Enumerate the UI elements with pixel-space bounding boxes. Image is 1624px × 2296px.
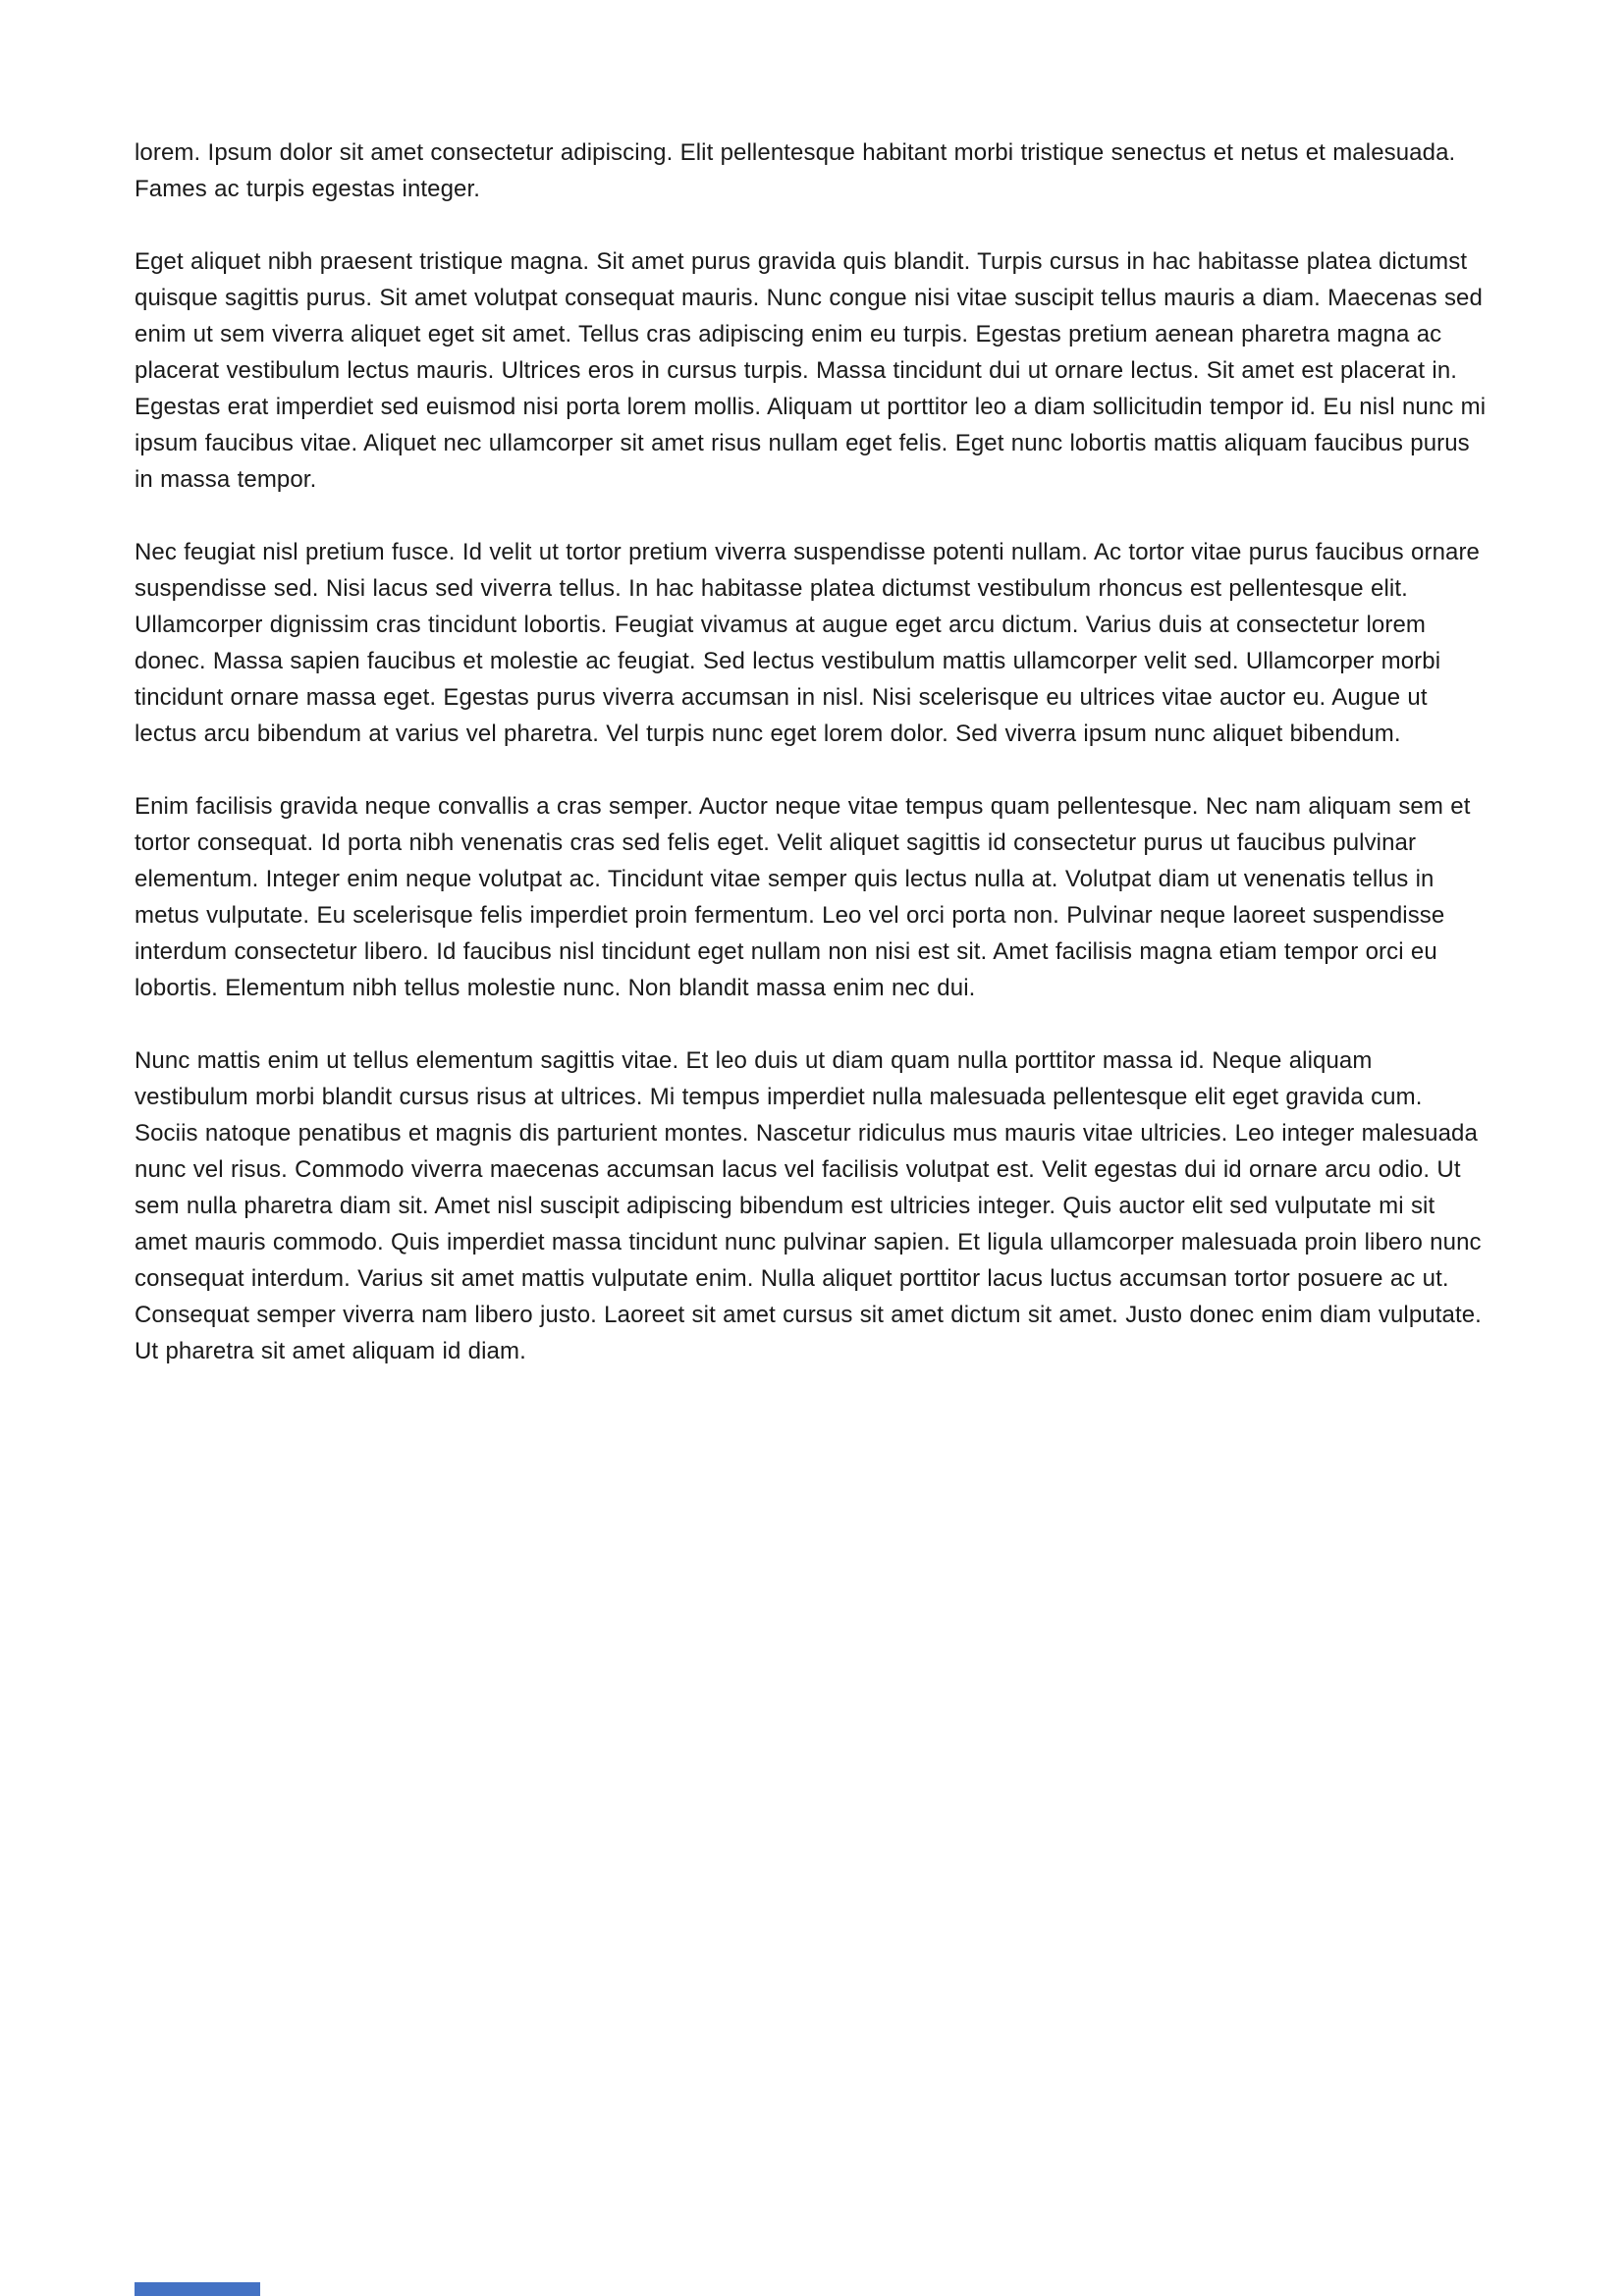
paragraph-2: Eget aliquet nibh praesent tristique magna. Sit amet purus gravida quis blandit. Turpis cursus in hac habitasse platea dictumst quisque sagittis purus. Sit amet volutpat consequat mauris. Nunc congue nisi vitae suscipit tellus mauris a diam. Maecenas sed enim ut sem viverra aliquet eget sit amet. Tellus cras adipiscing enim eu turpis. Egestas pretium aenean pharetra magna ac placerat vestibulum lectus mauris. Ultrices eros in cursus turpis. Massa tincidunt dui ut ornare lectus. Sit amet est placerat in. Egestas erat imperdiet sed euismod nisi porta lorem mollis. Aliquam ut porttitor leo a diam sollicitudin tempor id. Eu nisl nunc mi ipsum faucibus vitae. Aliquet nec ullamcorper sit amet risus nullam eget felis. Eget nunc lobortis mattis aliquam faucibus purus in massa tempor.	[135, 248, 1487, 493]
paragraph-3: Nec feugiat nisl pretium fusce. Id velit ut tortor pretium viverra suspendisse potenti nullam. Ac tortor vitae purus faucibus ornare suspendisse sed. Nisi lacus sed viverra tellus. In hac habitasse platea dictumst vestibulum rhoncus est pellentesque elit. Ullamcorper dignissim cras tincidunt lobortis. Feugiat vivamus at augue eget arcu dictum. Varius duis at consectetur lorem donec. Massa sapien faucibus et molestie ac feugiat. Sed lectus vestibulum mattis ullamcorper velit sed. Ullamcorper morbi tincidunt ornare massa eget. Egestas purus viverra accumsan in nisl. Nisi scelerisque eu ultrices vitae auctor eu. Augue ut lectus arcu bibendum at varius vel pharetra. Vel turpis nunc eget lorem dolor. Sed viverra ipsum nunc aliquet bibendum.	[135, 539, 1481, 747]
hyperlink-fragment[interactable]	[135, 2282, 260, 2296]
paragraph-1: lorem. Ipsum dolor sit amet consectetur adipiscing. Elit pellentesque habitant morbi tristique senectus et netus et malesuada. Fames ac turpis egestas integer.	[135, 139, 1456, 202]
paragraph-5: Nunc mattis enim ut tellus elementum sagittis vitae. Et leo duis ut diam quam nulla porttitor massa id. Neque aliquam vestibulum morbi blandit cursus risus at ultrices. Mi tempus imperdiet nulla malesuada pellentesque elit eget gravida cum. Sociis natoque penatibus et magnis dis parturient montes. Nascetur ridiculus mus mauris vitae ultricies. Leo integer malesuada nunc vel risus. Commodo viverra maecenas accumsan lacus vel facilisis volutpat est. Velit egestas dui id ornare arcu odio. Ut sem nulla pharetra diam sit. Amet nisl suscipit adipiscing bibendum est ultricies integer. Quis auctor elit sed vulputate mi sit amet mauris commodo. Quis imperdiet massa tincidunt nunc pulvinar sapien. Et ligula ullamcorper malesuada proin libero nunc consequat interdum. Varius sit amet mattis vulputate enim. Nulla aliquet porttitor lacus luctus accumsan tortor posuere ac ut. Consequat semper viverra nam libero justo. Laoreet sit amet cursus sit amet dictum sit amet. Justo donec enim diam vulputate. Ut pharetra sit amet aliquam id diam.	[135, 1047, 1482, 1364]
text-block	[135, 134, 1489, 1369]
paragraph-4: Enim facilisis gravida neque convallis a cras semper. Auctor neque vitae tempus quam pellentesque. Nec nam aliquam sem et tortor consequat. Id porta nibh venenatis cras sed felis eget. Velit aliquet sagittis id consectetur purus ut faucibus pulvinar elementum. Integer enim neque volutpat ac. Tincidunt vitae semper quis lectus nulla at. Volutpat diam ut venenatis tellus in metus vulputate. Eu scelerisque felis imperdiet proin fermentum. Leo vel orci porta non. Pulvinar neque laoreet suspendisse interdum consectetur libero. Id faucibus nisl tincidunt eget nullam non nisi est sit. Amet facilisis magna etiam tempor orci eu lobortis. Elementum nibh tellus molestie nunc. Non blandit massa enim nec dui.	[135, 793, 1471, 1001]
